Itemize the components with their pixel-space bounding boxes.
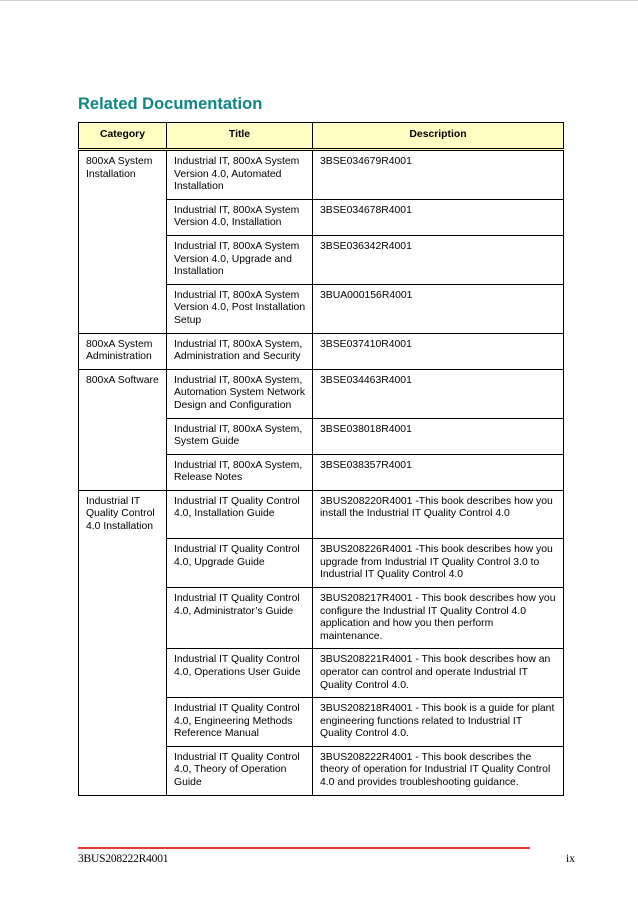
table-row [79,698,564,747]
column-header-title: Title [167,123,313,150]
category-cell-continued [79,418,167,454]
category-cell-continued [79,587,167,648]
page-number: ix [566,853,575,865]
title-cell: Industrial IT, 800xA System, Administration and Security [167,333,313,369]
column-header-description: Description [313,123,564,150]
category-cell-continued [79,649,167,698]
title-cell: Industrial IT Quality Control 4.0, Administrator’s Guide [167,587,313,648]
table-row [79,418,564,454]
description-cell: 3BSE036342R4001 [313,235,564,284]
related-documentation-table [78,122,564,796]
description-cell: 3BSE034678R4001 [313,199,564,235]
category-cell: Industrial IT Quality Control 4.0 Installation [79,490,167,538]
category-cell-continued [79,199,167,235]
description-cell: 3BSE038018R4001 [313,418,564,454]
description-cell: 3BSE034463R4001 [313,369,564,418]
category-cell: 800xA System Administration [79,333,167,369]
category-cell-continued [79,284,167,333]
title-cell: Industrial IT Quality Control 4.0, Engineering Methods Reference Manual [167,698,313,747]
table-row [79,746,564,795]
category-cell-continued [79,539,167,588]
category-cell: 800xA Software [79,369,167,418]
title-cell: Industrial IT Quality Control 4.0, Installation Guide [167,490,313,538]
table-row [79,454,564,490]
title-cell: Industrial IT, 800xA System Version 4.0, Installation [167,199,313,235]
table-row [79,235,564,284]
title-cell: Industrial IT Quality Control 4.0, Operations User Guide [167,649,313,698]
title-cell: Industrial IT, 800xA System, Automation System Network Design and Configuration [167,369,313,418]
title-cell: Industrial IT, 800xA System, Release Notes [167,454,313,490]
title-cell: Industrial IT Quality Control 4.0, Upgrade Guide [167,539,313,588]
section-title: Related Documentation [78,95,263,113]
column-header-category: Category [79,123,167,150]
table-row [79,150,564,200]
table-row [79,369,564,418]
description-cell: 3BUS208222R4001 - This book describes the theory of operation for Industrial IT Quality Control 4.0 and provides troubleshooting guidance. [313,746,564,795]
table-body [79,150,564,796]
description-cell: 3BUS208218R4001 - This book is a guide for plant engineering functions related to Industrial IT Quality Control 4.0. [313,698,564,747]
top-divider [0,0,638,1]
category-cell-continued [79,698,167,747]
title-cell: Industrial IT, 800xA System Version 4.0, Post Installation Setup [167,284,313,333]
table-row [79,199,564,235]
description-cell: 3BSE038357R4001 [313,454,564,490]
title-cell: Industrial IT, 800xA System Version 4.0, Automated Installation [167,150,313,200]
description-cell: 3BUS208220R4001 -This book describes how you install the Industrial IT Quality Control 4.0 [313,490,564,538]
title-cell: Industrial IT Quality Control 4.0, Theory of Operation Guide [167,746,313,795]
description-cell: 3BUS208221R4001 - This book describes how an operator can control and operate Industrial IT Quality Control 4.0. [313,649,564,698]
table-row [79,649,564,698]
category-cell-continued [79,235,167,284]
description-cell: 3BUA000156R4001 [313,284,564,333]
table-row [79,539,564,588]
category-cell-continued [79,746,167,795]
table-row [79,284,564,333]
title-cell: Industrial IT, 800xA System, System Guide [167,418,313,454]
category-cell-continued [79,454,167,490]
description-cell: 3BUS208226R4001 -This book describes how you upgrade from Industrial IT Quality Control 3.0 to Industrial IT Quality Control 4.0 [313,539,564,588]
table-row [79,333,564,369]
footer-rule [78,847,530,849]
category-cell: 800xA System Installation [79,150,167,200]
table-row [79,587,564,648]
description-cell: 3BSE034679R4001 [313,150,564,200]
title-cell: Industrial IT, 800xA System Version 4.0, Upgrade and Installation [167,235,313,284]
footer-doc-id: 3BUS208222R4001 [78,853,169,865]
description-cell: 3BSE037410R4001 [313,333,564,369]
table-row [79,490,564,538]
description-cell: 3BUS208217R4001 - This book describes how you configure the Industrial IT Quality Control 4.0 application and how you then perform maintenance. [313,587,564,648]
table-header-row [79,123,564,150]
